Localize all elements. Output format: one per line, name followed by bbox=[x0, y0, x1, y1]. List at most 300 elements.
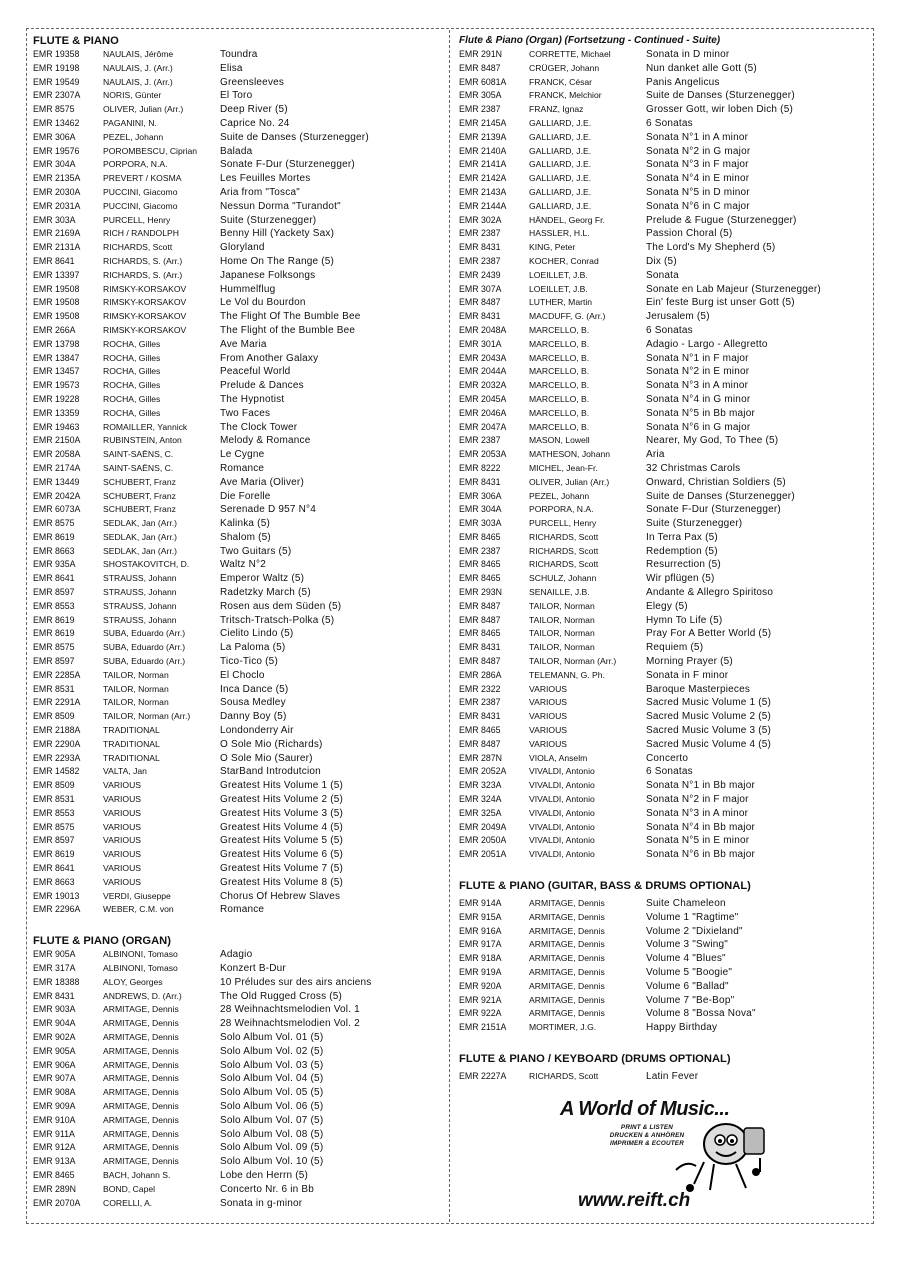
composer: RIMSKY-KORSAKOV bbox=[103, 283, 187, 294]
composer: POROMBESCU, Ciprian bbox=[103, 145, 198, 156]
composer: ARMITAGE, Dennis bbox=[103, 1031, 179, 1042]
composer: VARIOUS bbox=[529, 697, 568, 708]
catalog-row bbox=[459, 310, 864, 324]
work-title: Sonata N°4 in E minor bbox=[646, 173, 750, 185]
catalog-row bbox=[459, 980, 864, 994]
composer: ARMITAGE, Dennis bbox=[103, 1073, 179, 1084]
work-title: Concerto Nr. 6 in Bb bbox=[220, 1183, 315, 1195]
work-title: Sonata bbox=[646, 269, 679, 281]
composer: PUCCINI, Giacomo bbox=[103, 200, 178, 211]
catalog-number: EMR 8431 bbox=[459, 242, 501, 253]
work-title: Greatest Hits Volume 4 (5) bbox=[220, 821, 344, 833]
catalog-number: EMR 8641 bbox=[33, 255, 75, 266]
work-title: Elegy (5) bbox=[646, 600, 688, 612]
work-title: Sonata N°3 in A minor bbox=[646, 807, 749, 819]
catalog-row bbox=[459, 793, 864, 807]
catalog-number: EMR 2387 bbox=[459, 104, 501, 115]
catalog-number: EMR 2151A bbox=[459, 1022, 507, 1033]
catalog-row bbox=[459, 752, 864, 766]
catalog-row bbox=[459, 503, 864, 517]
work-title: Les Feuilles Mortes bbox=[220, 173, 311, 185]
composer: RICHARDS, S. (Arr.) bbox=[103, 269, 183, 280]
catalog-row bbox=[459, 255, 864, 269]
catalog-row bbox=[33, 779, 443, 793]
work-title: Adagio - Largo - Allegretto bbox=[646, 338, 768, 350]
composer: ARMITAGE, Dennis bbox=[529, 980, 605, 991]
catalog-number: EMR 8597 bbox=[33, 656, 75, 667]
catalog-row bbox=[33, 76, 443, 90]
catalog-row bbox=[33, 765, 443, 779]
work-title: Suite Chameleon bbox=[646, 898, 726, 910]
catalog-number: EMR 14582 bbox=[33, 766, 80, 777]
catalog-number: EMR 8465 bbox=[459, 559, 501, 570]
catalog-row bbox=[459, 952, 864, 966]
composer: FRANZ, Ignaz bbox=[529, 104, 584, 115]
composer: LOEILLET, J.B. bbox=[529, 269, 588, 280]
catalog-row bbox=[33, 696, 443, 710]
catalog-row bbox=[459, 683, 864, 697]
work-title: Sacred Music Volume 2 (5) bbox=[646, 711, 772, 723]
composer: RICHARDS, Scott bbox=[529, 531, 599, 542]
work-title: 32 Christmas Carols bbox=[646, 462, 741, 474]
composer: ARMITAGE, Dennis bbox=[103, 1087, 179, 1098]
work-title: Latin Fever bbox=[646, 1070, 699, 1082]
catalog-number: EMR 2046A bbox=[459, 407, 507, 418]
catalog-row bbox=[33, 962, 443, 976]
composer: SAINT-SAËNS, C. bbox=[103, 449, 174, 460]
catalog-number: EMR 19228 bbox=[33, 393, 80, 404]
catalog-number: EMR 304A bbox=[459, 504, 502, 515]
catalog-number: EMR 8531 bbox=[33, 683, 75, 694]
catalog-row bbox=[33, 1100, 443, 1114]
catalog-number: EMR 8487 bbox=[459, 614, 501, 625]
catalog-number: EMR 8575 bbox=[33, 104, 75, 115]
catalog-number: EMR 8465 bbox=[459, 531, 501, 542]
catalog-row bbox=[33, 503, 443, 517]
work-title: Sonata N°1 in F major bbox=[646, 352, 749, 364]
composer: ARMITAGE, Dennis bbox=[103, 1018, 179, 1029]
catalog-number: EMR 2227A bbox=[459, 1070, 507, 1081]
composer: TAILOR, Norman bbox=[529, 628, 595, 639]
work-title: The Old Rugged Cross (5) bbox=[220, 990, 343, 1002]
composer: VARIOUS bbox=[103, 849, 142, 860]
work-title: Volume 3 "Swing" bbox=[646, 939, 729, 951]
composer: RUBINSTEIN, Anton bbox=[103, 435, 182, 446]
catalog-row bbox=[459, 779, 864, 793]
logo-tagline: IMPRIMER & ECOUTER bbox=[610, 1140, 684, 1147]
catalog-row bbox=[459, 476, 864, 490]
work-title: Sonata N°4 in G minor bbox=[646, 393, 751, 405]
composer: HASSLER, H.L. bbox=[529, 228, 590, 239]
composer: ARMITAGE, Dennis bbox=[103, 1100, 179, 1111]
catalog-number: EMR 2031A bbox=[33, 200, 81, 211]
work-title: Jerusalem (5) bbox=[646, 311, 710, 323]
catalog-number: EMR 904A bbox=[33, 1018, 76, 1029]
catalog-row bbox=[459, 407, 864, 421]
work-title: Emperor Waltz (5) bbox=[220, 573, 305, 585]
catalog-row bbox=[459, 994, 864, 1008]
work-title: Japanese Folksongs bbox=[220, 269, 316, 281]
work-title: StarBand Introdutcion bbox=[220, 766, 321, 778]
catalog-row bbox=[459, 227, 864, 241]
logo-brand: A World of Music... bbox=[560, 1098, 730, 1120]
catalog-number: EMR 302A bbox=[459, 214, 502, 225]
catalog-number: EMR 905A bbox=[33, 1045, 76, 1056]
work-title: 6 Sonatas bbox=[646, 324, 693, 336]
work-title: Concerto bbox=[646, 752, 689, 764]
catalog-row bbox=[33, 600, 443, 614]
catalog-number: EMR 307A bbox=[459, 283, 502, 294]
catalog-number: EMR 303A bbox=[459, 518, 502, 529]
catalog-number: EMR 2188A bbox=[33, 725, 81, 736]
work-title: El Toro bbox=[220, 90, 253, 102]
catalog-number: EMR 8509 bbox=[33, 780, 75, 791]
catalog-number: EMR 2387 bbox=[459, 697, 501, 708]
composer: PORPORA, N.A. bbox=[529, 504, 594, 515]
work-title: The Hypnotist bbox=[220, 393, 285, 405]
catalog-number: EMR 325A bbox=[459, 807, 502, 818]
work-title: Sonata N°6 in C major bbox=[646, 200, 750, 212]
composer: TAILOR, Norman bbox=[103, 697, 169, 708]
work-title: Londonderry Air bbox=[220, 725, 294, 737]
composer: ALBINONI, Tomaso bbox=[103, 963, 178, 973]
catalog-number: EMR 8431 bbox=[459, 311, 501, 322]
work-title: Rosen aus dem Süden (5) bbox=[220, 600, 342, 612]
catalog-row bbox=[33, 976, 443, 990]
work-title: Sonate F-Dur (Sturzenegger) bbox=[220, 159, 355, 171]
work-title: Volume 7 "Be-Bop" bbox=[646, 994, 735, 1006]
catalog-row bbox=[459, 117, 864, 131]
composer: RIMSKY-KORSAKOV bbox=[103, 311, 187, 322]
work-title: Sonata N°2 in E minor bbox=[646, 366, 750, 378]
catalog-row bbox=[33, 379, 443, 393]
work-title: Aria bbox=[646, 449, 665, 461]
catalog-number: EMR 2150A bbox=[33, 435, 81, 446]
catalog-row bbox=[459, 897, 864, 911]
catalog-number: EMR 6073A bbox=[33, 504, 81, 515]
catalog-row bbox=[33, 1155, 443, 1169]
catalog-number: EMR 2439 bbox=[459, 269, 501, 280]
work-title: Radetzky March (5) bbox=[220, 587, 311, 599]
work-title: Hummelflug bbox=[220, 283, 276, 295]
work-title: Solo Album Vol. 03 (5) bbox=[220, 1059, 324, 1071]
catalog-row bbox=[459, 296, 864, 310]
work-title: Grosser Gott, wir loben Dich (5) bbox=[646, 104, 793, 116]
composer: VIVALDI, Antonio bbox=[529, 766, 595, 777]
work-title: Wir pflügen (5) bbox=[646, 573, 715, 585]
catalog-row bbox=[33, 172, 443, 186]
work-title: Ave Maria (Oliver) bbox=[220, 476, 304, 488]
work-title: From Another Galaxy bbox=[220, 352, 319, 364]
catalog-row bbox=[459, 586, 864, 600]
catalog-row bbox=[33, 531, 443, 545]
catalog-row bbox=[459, 186, 864, 200]
composer: RICHARDS, Scott bbox=[529, 545, 599, 556]
catalog-row bbox=[33, 48, 443, 62]
catalog-number: EMR 909A bbox=[33, 1100, 76, 1111]
work-title: Solo Album Vol. 06 (5) bbox=[220, 1100, 324, 1112]
work-title: Sonata N°1 in A minor bbox=[646, 131, 749, 143]
catalog-row bbox=[459, 145, 864, 159]
catalog-row bbox=[459, 324, 864, 338]
catalog-number: EMR 8465 bbox=[459, 628, 501, 639]
work-title: Sousa Medley bbox=[220, 697, 286, 709]
composer: VERDI, Giuseppe bbox=[103, 890, 171, 901]
composer: SCHUBERT, Franz bbox=[103, 476, 176, 487]
work-title: Hymn To Life (5) bbox=[646, 614, 723, 626]
catalog-row bbox=[33, 669, 443, 683]
catalog-row bbox=[33, 1059, 443, 1073]
composer: SEDLAK, Jan (Arr.) bbox=[103, 518, 178, 529]
catalog-row bbox=[33, 421, 443, 435]
catalog-row bbox=[33, 1072, 443, 1086]
catalog-number: EMR 8575 bbox=[33, 642, 75, 653]
catalog-row bbox=[33, 1128, 443, 1142]
work-title: Solo Album Vol. 08 (5) bbox=[220, 1128, 324, 1140]
work-title: Benny Hill (Yackety Sax) bbox=[220, 228, 335, 240]
work-title: In Terra Pax (5) bbox=[646, 531, 718, 543]
catalog-number: EMR 303A bbox=[33, 214, 76, 225]
work-title: Chorus Of Hebrew Slaves bbox=[220, 890, 341, 902]
work-title: Sonata N°2 in F major bbox=[646, 794, 749, 806]
catalog-row bbox=[459, 517, 864, 531]
catalog-number: EMR 2387 bbox=[459, 228, 501, 239]
composer: ARMITAGE, Dennis bbox=[103, 1059, 179, 1070]
work-title: Elisa bbox=[220, 62, 243, 74]
work-title: Volume 5 "Boogie" bbox=[646, 967, 733, 978]
composer: PUCCINI, Giacomo bbox=[103, 186, 178, 197]
composer: MARCELLO, B. bbox=[529, 380, 590, 391]
composer: ROCHA, Gilles bbox=[103, 393, 161, 404]
work-title: Two Faces bbox=[220, 407, 271, 419]
composer: PURCELL, Henry bbox=[529, 518, 597, 529]
catalog-number: EMR 8575 bbox=[33, 821, 75, 832]
work-title: Solo Album Vol. 10 (5) bbox=[220, 1156, 324, 1168]
composer: RICHARDS, Scott bbox=[103, 242, 173, 253]
section-spacer bbox=[459, 1035, 864, 1052]
catalog-number: EMR 8619 bbox=[33, 614, 75, 625]
catalog-row bbox=[33, 710, 443, 724]
catalog-number: EMR 8487 bbox=[459, 656, 501, 667]
catalog-number: EMR 304A bbox=[33, 159, 76, 170]
catalog-number: EMR 906A bbox=[33, 1059, 76, 1070]
catalog-row bbox=[459, 241, 864, 255]
catalog-number: EMR 8531 bbox=[33, 794, 75, 805]
catalog-row bbox=[33, 517, 443, 531]
catalog-row bbox=[459, 938, 864, 952]
catalog-row bbox=[33, 296, 443, 310]
catalog-row bbox=[33, 834, 443, 848]
composer: TRADITIONAL bbox=[103, 752, 160, 763]
catalog-row bbox=[33, 145, 443, 159]
work-title: Requiem (5) bbox=[646, 642, 704, 654]
catalog-row bbox=[459, 614, 864, 628]
catalog-row bbox=[459, 558, 864, 572]
work-title: Greatest Hits Volume 2 (5) bbox=[220, 794, 344, 806]
composer: KING, Peter bbox=[529, 242, 576, 253]
work-title: Greatest Hits Volume 8 (5) bbox=[220, 876, 344, 888]
catalog-row bbox=[33, 117, 443, 131]
catalog-number: EMR 2131A bbox=[33, 242, 81, 253]
work-title: Sonata N°4 in Bb major bbox=[646, 821, 756, 833]
composer: PEZEL, Johann bbox=[103, 131, 164, 142]
catalog-number: EMR 8509 bbox=[33, 711, 75, 722]
composer: ARMITAGE, Dennis bbox=[103, 1114, 179, 1125]
work-title: Volume 6 "Ballad" bbox=[646, 980, 729, 992]
composer: ARMITAGE, Dennis bbox=[103, 1045, 179, 1056]
catalog-row bbox=[33, 990, 443, 1004]
composer: GALLIARD, J.E. bbox=[529, 131, 592, 142]
composer: ARMITAGE, Dennis bbox=[529, 1008, 605, 1019]
composer: RIMSKY-KORSAKOV bbox=[103, 297, 187, 308]
catalog-row bbox=[33, 558, 443, 572]
catalog-number: EMR 915A bbox=[459, 911, 502, 922]
work-title: O Sole Mio (Richards) bbox=[220, 738, 323, 750]
catalog-row bbox=[459, 283, 864, 297]
work-title: 6 Sonatas bbox=[646, 117, 693, 129]
catalog-number: EMR 2044A bbox=[459, 366, 507, 377]
catalog-number: EMR 13359 bbox=[33, 407, 80, 418]
catalog-row bbox=[459, 379, 864, 393]
catalog-row bbox=[33, 752, 443, 766]
work-title: Passion Choral (5) bbox=[646, 228, 733, 240]
work-title: Sonate F-Dur (Sturzenegger) bbox=[646, 504, 781, 516]
composer: OLIVER, Julian (Arr.) bbox=[529, 476, 610, 487]
catalog-number: EMR 2296A bbox=[33, 904, 81, 915]
composer: NAULAIS, J. (Arr.) bbox=[103, 62, 173, 73]
catalog-number: EMR 922A bbox=[459, 1008, 502, 1019]
catalog-row bbox=[459, 214, 864, 228]
composer: VARIOUS bbox=[103, 780, 142, 791]
catalog-row bbox=[459, 172, 864, 186]
catalog-number: EMR 301A bbox=[459, 338, 502, 349]
catalog-row bbox=[33, 283, 443, 297]
catalog-row bbox=[459, 669, 864, 683]
composer: ARMITAGE, Dennis bbox=[103, 1156, 179, 1167]
composer: ALOY, Georges bbox=[103, 976, 163, 987]
composer: MARCELLO, B. bbox=[529, 324, 590, 335]
catalog-row bbox=[33, 614, 443, 628]
catalog-number: EMR 2032A bbox=[459, 380, 507, 391]
catalog-number: EMR 8663 bbox=[33, 876, 75, 887]
catalog-row bbox=[33, 1141, 443, 1155]
work-title: Volume 1 "Ragtime" bbox=[646, 911, 739, 923]
composer: SCHUBERT, Franz bbox=[103, 504, 176, 515]
catalog-row bbox=[33, 186, 443, 200]
catalog-row bbox=[33, 1017, 443, 1031]
catalog-row bbox=[33, 103, 443, 117]
catalog-number: EMR 2387 bbox=[459, 435, 501, 446]
catalog-row bbox=[33, 572, 443, 586]
catalog-number: EMR 2139A bbox=[459, 131, 507, 142]
work-title: The Flight of the Bumble Bee bbox=[220, 324, 356, 336]
catalog-row bbox=[33, 586, 443, 600]
composer: STRAUSS, Johann bbox=[103, 573, 177, 584]
work-title: 28 Weihnachtsmelodien Vol. 2 bbox=[220, 1018, 360, 1030]
work-title: The Lord's My Shepherd (5) bbox=[646, 242, 776, 254]
catalog-row bbox=[459, 572, 864, 586]
catalog-row bbox=[33, 876, 443, 890]
catalog-number: EMR 919A bbox=[459, 967, 502, 977]
catalog-number: EMR 13397 bbox=[33, 269, 80, 280]
work-title: Andante & Allegro Spiritoso bbox=[646, 587, 774, 599]
catalog-number: EMR 911A bbox=[33, 1128, 75, 1139]
composer: VARIOUS bbox=[103, 876, 142, 887]
catalog-row bbox=[459, 696, 864, 710]
composer: RIMSKY-KORSAKOV bbox=[103, 324, 187, 335]
catalog-number: EMR 8222 bbox=[459, 462, 501, 473]
composer: FRANCK, Melchior bbox=[529, 90, 602, 101]
catalog-number: EMR 913A bbox=[33, 1156, 76, 1167]
catalog-number: EMR 2053A bbox=[459, 449, 507, 460]
section-heading: FLUTE & PIANO (ORGAN) bbox=[33, 935, 171, 948]
catalog-row bbox=[33, 862, 443, 876]
catalog-row bbox=[459, 1021, 864, 1035]
composer: SCHUBERT, Franz bbox=[103, 490, 176, 501]
catalog-row bbox=[33, 448, 443, 462]
work-title: Sonata N°1 in Bb major bbox=[646, 780, 756, 792]
catalog-row bbox=[33, 1183, 443, 1197]
composer: CORRETTE, Michael bbox=[529, 49, 611, 59]
work-title: Romance bbox=[220, 462, 265, 474]
composer: HÄNDEL, Georg Fr. bbox=[529, 214, 605, 225]
composer: TAILOR, Norman bbox=[529, 614, 595, 625]
section-heading: Flute & Piano (Organ) (Fortsetzung - Continued - Suite) bbox=[459, 35, 721, 46]
composer: VARIOUS bbox=[529, 725, 568, 736]
catalog-row bbox=[33, 627, 443, 641]
catalog-row bbox=[33, 545, 443, 559]
catalog-number: EMR 306A bbox=[33, 131, 76, 142]
composer: NAULAIS, Jérôme bbox=[103, 49, 174, 59]
work-title: The Flight Of The Bumble Bee bbox=[220, 311, 361, 323]
work-title: Tico-Tico (5) bbox=[220, 656, 278, 668]
composer: TRADITIONAL bbox=[103, 738, 160, 749]
work-title: Adagio bbox=[220, 949, 253, 961]
work-title: Deep River (5) bbox=[220, 104, 288, 116]
composer: ARMITAGE, Dennis bbox=[529, 967, 605, 977]
catalog-row bbox=[33, 476, 443, 490]
catalog-number: EMR 13449 bbox=[33, 476, 80, 487]
catalog-number: EMR 2291A bbox=[33, 697, 81, 708]
composer: ARMITAGE, Dennis bbox=[529, 911, 605, 922]
catalog-number: EMR 19013 bbox=[33, 890, 80, 901]
work-title: Solo Album Vol. 09 (5) bbox=[220, 1142, 324, 1154]
composer: ANDREWS, D. (Arr.) bbox=[103, 990, 182, 1001]
catalog-row bbox=[459, 448, 864, 462]
catalog-number: EMR 8597 bbox=[33, 587, 75, 598]
catalog-number: EMR 323A bbox=[459, 780, 502, 791]
catalog-number: EMR 2048A bbox=[459, 324, 507, 335]
composer: MACDUFF, G. (Arr.) bbox=[529, 311, 606, 322]
work-title: Suite de Danses (Sturzenegger) bbox=[646, 490, 795, 502]
catalog-row bbox=[459, 462, 864, 476]
work-title: Sacred Music Volume 3 (5) bbox=[646, 725, 772, 737]
work-title: Caprice No. 24 bbox=[220, 117, 290, 129]
catalog-number: EMR 921A bbox=[459, 994, 502, 1005]
catalog-row bbox=[33, 310, 443, 324]
catalog-row bbox=[33, 683, 443, 697]
catalog-row bbox=[459, 131, 864, 145]
work-title: Sacred Music Volume 4 (5) bbox=[646, 738, 772, 750]
section-heading: FLUTE & PIANO (GUITAR, BASS & DRUMS OPTIONAL) bbox=[459, 880, 751, 893]
catalog-number: EMR 13457 bbox=[33, 366, 80, 377]
composer: SHOSTAKOVITCH, D. bbox=[103, 559, 190, 570]
catalog-number: EMR 905A bbox=[33, 949, 76, 960]
composer: TAILOR, Norman bbox=[529, 600, 595, 611]
catalog-row bbox=[33, 365, 443, 379]
catalog-row bbox=[33, 1045, 443, 1059]
work-title: Sonate en Lab Majeur (Sturzenegger) bbox=[646, 283, 821, 295]
